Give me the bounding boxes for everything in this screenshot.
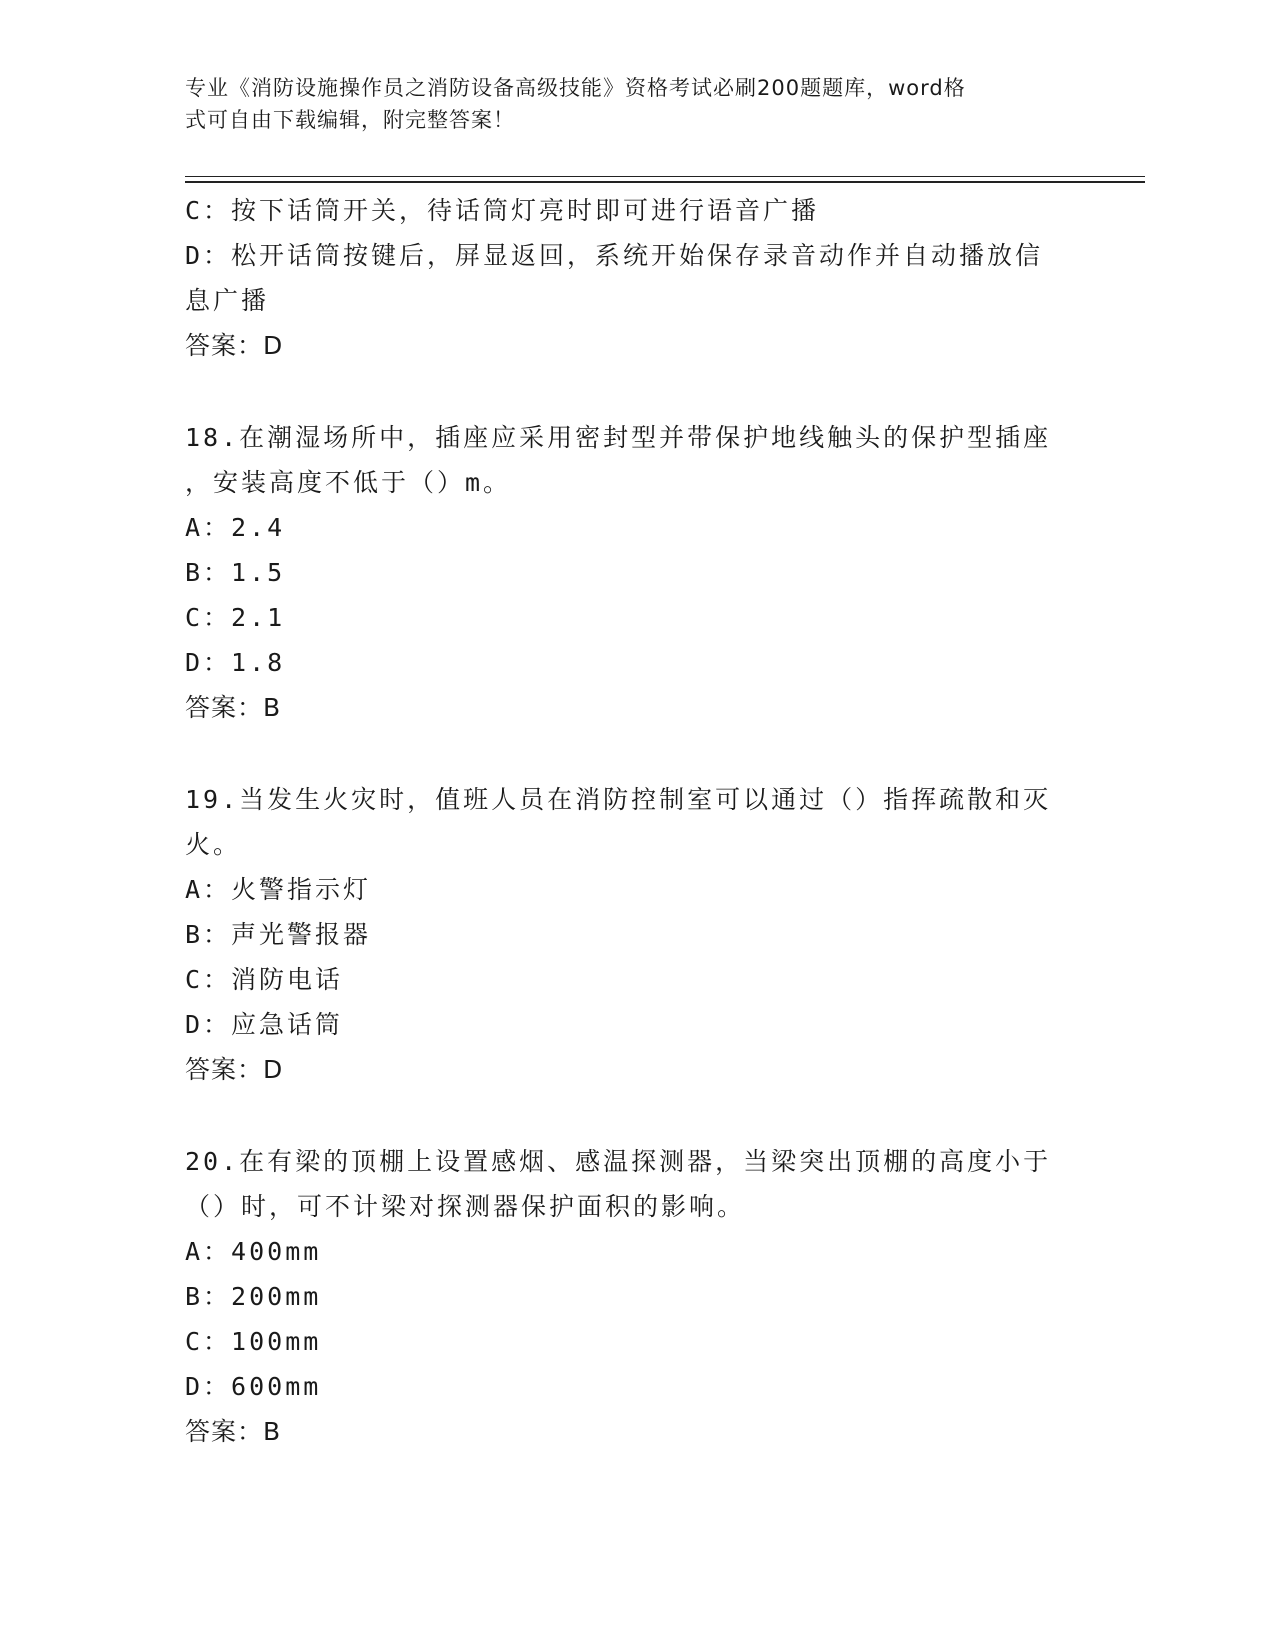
header-divider-thin xyxy=(185,176,1145,177)
question-block-18 xyxy=(185,415,1075,730)
block-spacer xyxy=(185,730,1075,777)
header-line-1: 专业《消防设施操作员之消防设备高级技能》资格考试必刷200题题库，word格 xyxy=(185,76,966,100)
question-content xyxy=(185,188,1075,1454)
answer-line: 答案：D xyxy=(185,331,284,360)
option-d: D：应急话筒 xyxy=(185,1010,344,1039)
block-spacer xyxy=(185,368,1075,415)
option-b: B：声光警报器 xyxy=(185,920,372,949)
option-b: B：1.5 xyxy=(185,558,286,587)
option-b: B：200mm xyxy=(185,1282,322,1311)
header-divider-thick xyxy=(185,181,1145,183)
answer-line: 答案：B xyxy=(185,693,282,722)
option-d-continued: 息广播 xyxy=(185,286,270,315)
question-stem-continued: （）时，可不计梁对探测器保护面积的影响。 xyxy=(185,1192,746,1221)
question-stem: 20.在有梁的顶棚上设置感烟、感温探测器，当梁突出顶棚的高度小于 xyxy=(185,1147,1052,1176)
option-d: D：1.8 xyxy=(185,648,286,677)
question-block-20 xyxy=(185,1139,1075,1454)
question-stem-continued: ，安装高度不低于（）m。 xyxy=(185,468,512,497)
answer-line: 答案：D xyxy=(185,1055,284,1084)
header-line-2: 式可自由下载编辑，附完整答案！ xyxy=(185,108,515,132)
document-header xyxy=(185,72,1065,136)
option-c: C：100mm xyxy=(185,1327,322,1356)
option-d: D：松开话筒按键后，屏显返回，系统开始保存录音动作并自动播放信 xyxy=(185,241,1044,270)
option-c: C：消防电话 xyxy=(185,965,344,994)
answer-line: 答案：B xyxy=(185,1417,282,1446)
option-a: A：2.4 xyxy=(185,513,286,542)
question-block-19 xyxy=(185,777,1075,1092)
option-c: C：2.1 xyxy=(185,603,286,632)
option-c: C：按下话筒开关，待话筒灯亮时即可进行语音广播 xyxy=(185,196,820,225)
question-stem: 19.当发生火灾时，值班人员在消防控制室可以通过（）指挥疏散和灭 xyxy=(185,785,1052,814)
option-a: A：400mm xyxy=(185,1237,322,1266)
block-spacer xyxy=(185,1092,1075,1139)
question-stem: 18.在潮湿场所中，插座应采用密封型并带保护地线触头的保护型插座 xyxy=(185,423,1052,452)
option-d: D：600mm xyxy=(185,1372,322,1401)
question-block-17 xyxy=(185,188,1075,368)
option-a: A：火警指示灯 xyxy=(185,875,372,904)
question-stem-continued: 火。 xyxy=(185,830,242,859)
